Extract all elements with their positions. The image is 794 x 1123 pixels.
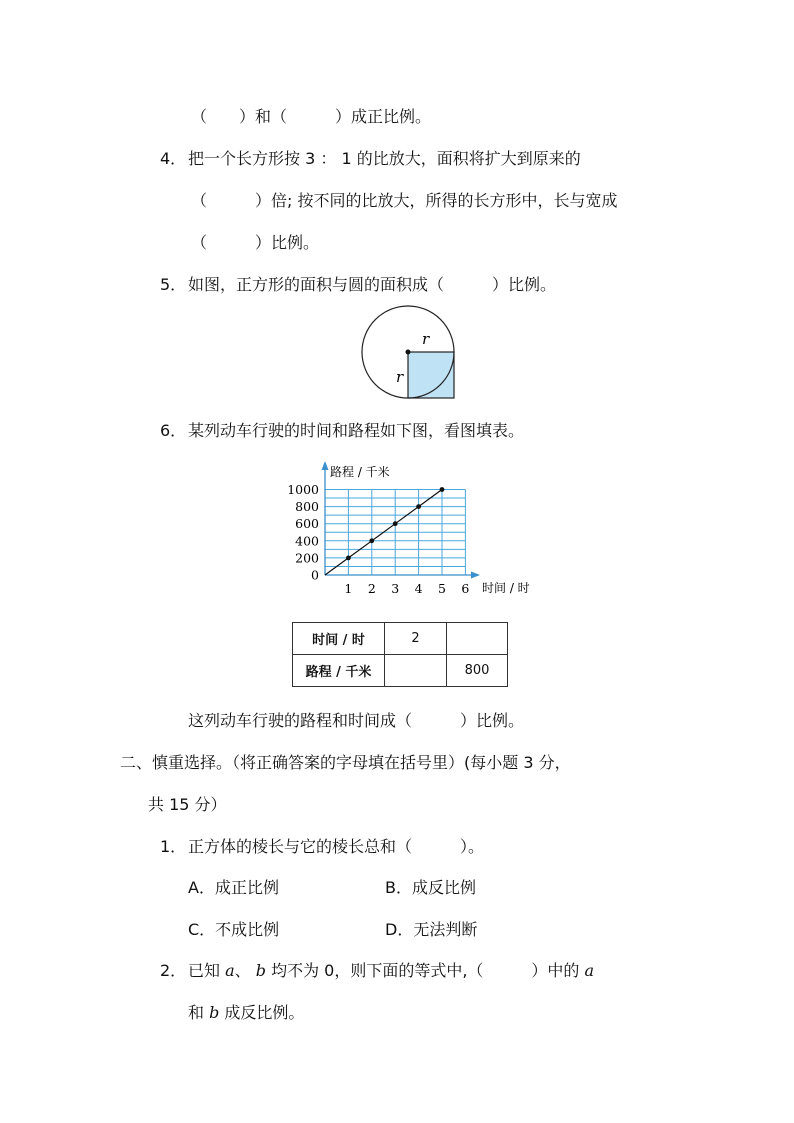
question-4-text: 把一个长方形按 3 ： 1 的比放大，面积将扩大到原来的 xyxy=(188,149,581,168)
question-4-text: （ ）比例。 xyxy=(191,233,320,252)
fill-in-table xyxy=(292,622,508,687)
text-fragment: 成反比例。 xyxy=(219,1003,305,1022)
table-cell-blank[interactable] xyxy=(447,623,508,655)
question-line: （ ）和（ ）成正比例。 xyxy=(191,107,432,126)
x-axis-label: 时间 / 时 xyxy=(482,581,530,595)
circle-square-figure xyxy=(355,300,465,402)
choice-question-2-text xyxy=(188,961,594,981)
table-cell-blank[interactable] xyxy=(385,655,447,687)
question-number: 6． xyxy=(160,421,187,440)
chart-grid xyxy=(325,490,465,576)
question-5-text: 如图，正方形的面积与圆的面积成（ ）比例。 xyxy=(188,275,557,294)
y-tick-label: 200 xyxy=(295,550,319,566)
variable-b: b xyxy=(255,961,266,980)
y-tick-label: 400 xyxy=(295,533,319,549)
y-tick-label: 800 xyxy=(295,499,319,515)
y-tick-label: 1000 xyxy=(287,482,319,497)
option-a[interactable]: A．成正比例 xyxy=(188,878,279,897)
center-dot xyxy=(406,350,411,355)
text-fragment: 和 xyxy=(188,1003,210,1022)
option-b[interactable]: B．成反比例 xyxy=(385,878,476,897)
chart-series xyxy=(325,487,444,575)
x-tick-label: 4 xyxy=(414,581,423,596)
table-cell: 800 xyxy=(447,655,508,687)
y-axis-arrow xyxy=(322,461,329,470)
table-header-time: 时间 / 时 xyxy=(293,623,385,655)
data-point xyxy=(440,487,445,492)
question-6-conclusion: 这列动车行驶的路程和时间成（ ）比例。 xyxy=(188,711,525,730)
choice-question-2-text xyxy=(188,1003,304,1023)
y-axis-label: 路程 / 千米 xyxy=(330,465,390,479)
section-heading: 共 15 分） xyxy=(148,795,227,814)
section-heading: 二、慎重选择。（将正确答案的字母填在括号里）(每小题 3 分， xyxy=(120,753,571,772)
x-tick-label: 5 xyxy=(438,581,446,596)
text-fragment: 均不为 0，则下面的等式中,（ ）中的 xyxy=(265,961,585,980)
radius-label-top: r xyxy=(422,330,430,348)
option-d[interactable]: D．无法判断 xyxy=(385,920,478,939)
x-tick-label: 2 xyxy=(367,581,376,596)
table-header-distance: 路程 / 千米 xyxy=(293,655,385,687)
option-c[interactable]: C．不成比例 xyxy=(188,920,280,939)
question-number: 2． xyxy=(160,961,187,980)
square-shape xyxy=(408,352,454,398)
variable-a: a xyxy=(225,961,235,980)
x-axis-arrow xyxy=(471,572,480,579)
data-point xyxy=(416,504,421,509)
table-row xyxy=(293,623,508,655)
y-tick-label: 600 xyxy=(295,516,319,532)
text-fragment: 已知 xyxy=(188,961,226,980)
question-number: 1． xyxy=(160,837,187,856)
text-fragment: 、 xyxy=(234,961,256,980)
x-tick-label: 1 xyxy=(344,581,353,596)
radius-label-left: r xyxy=(396,368,404,386)
question-4-text: （ ）倍; 按不同的比放大，所得的长方形中，长与宽成 xyxy=(191,191,618,210)
table-cell: 2 xyxy=(385,623,447,655)
variable-b: b xyxy=(209,1003,220,1022)
x-tick-label: 6 xyxy=(461,581,470,596)
data-point xyxy=(393,521,398,526)
question-number: 5． xyxy=(160,275,187,294)
y-tick-label: 0 xyxy=(311,567,319,583)
question-6-text: 某列动车行驶的时间和路程如下图，看图填表。 xyxy=(188,421,525,440)
table-row xyxy=(293,655,508,687)
question-number: 4． xyxy=(160,149,187,168)
data-point xyxy=(369,538,374,543)
variable-a: a xyxy=(584,961,595,980)
distance-time-chart xyxy=(280,455,550,600)
data-point xyxy=(346,556,351,561)
x-tick-label: 3 xyxy=(391,581,400,596)
choice-question-1-text: 正方体的棱长与它的棱长总和（ ）。 xyxy=(188,837,485,856)
